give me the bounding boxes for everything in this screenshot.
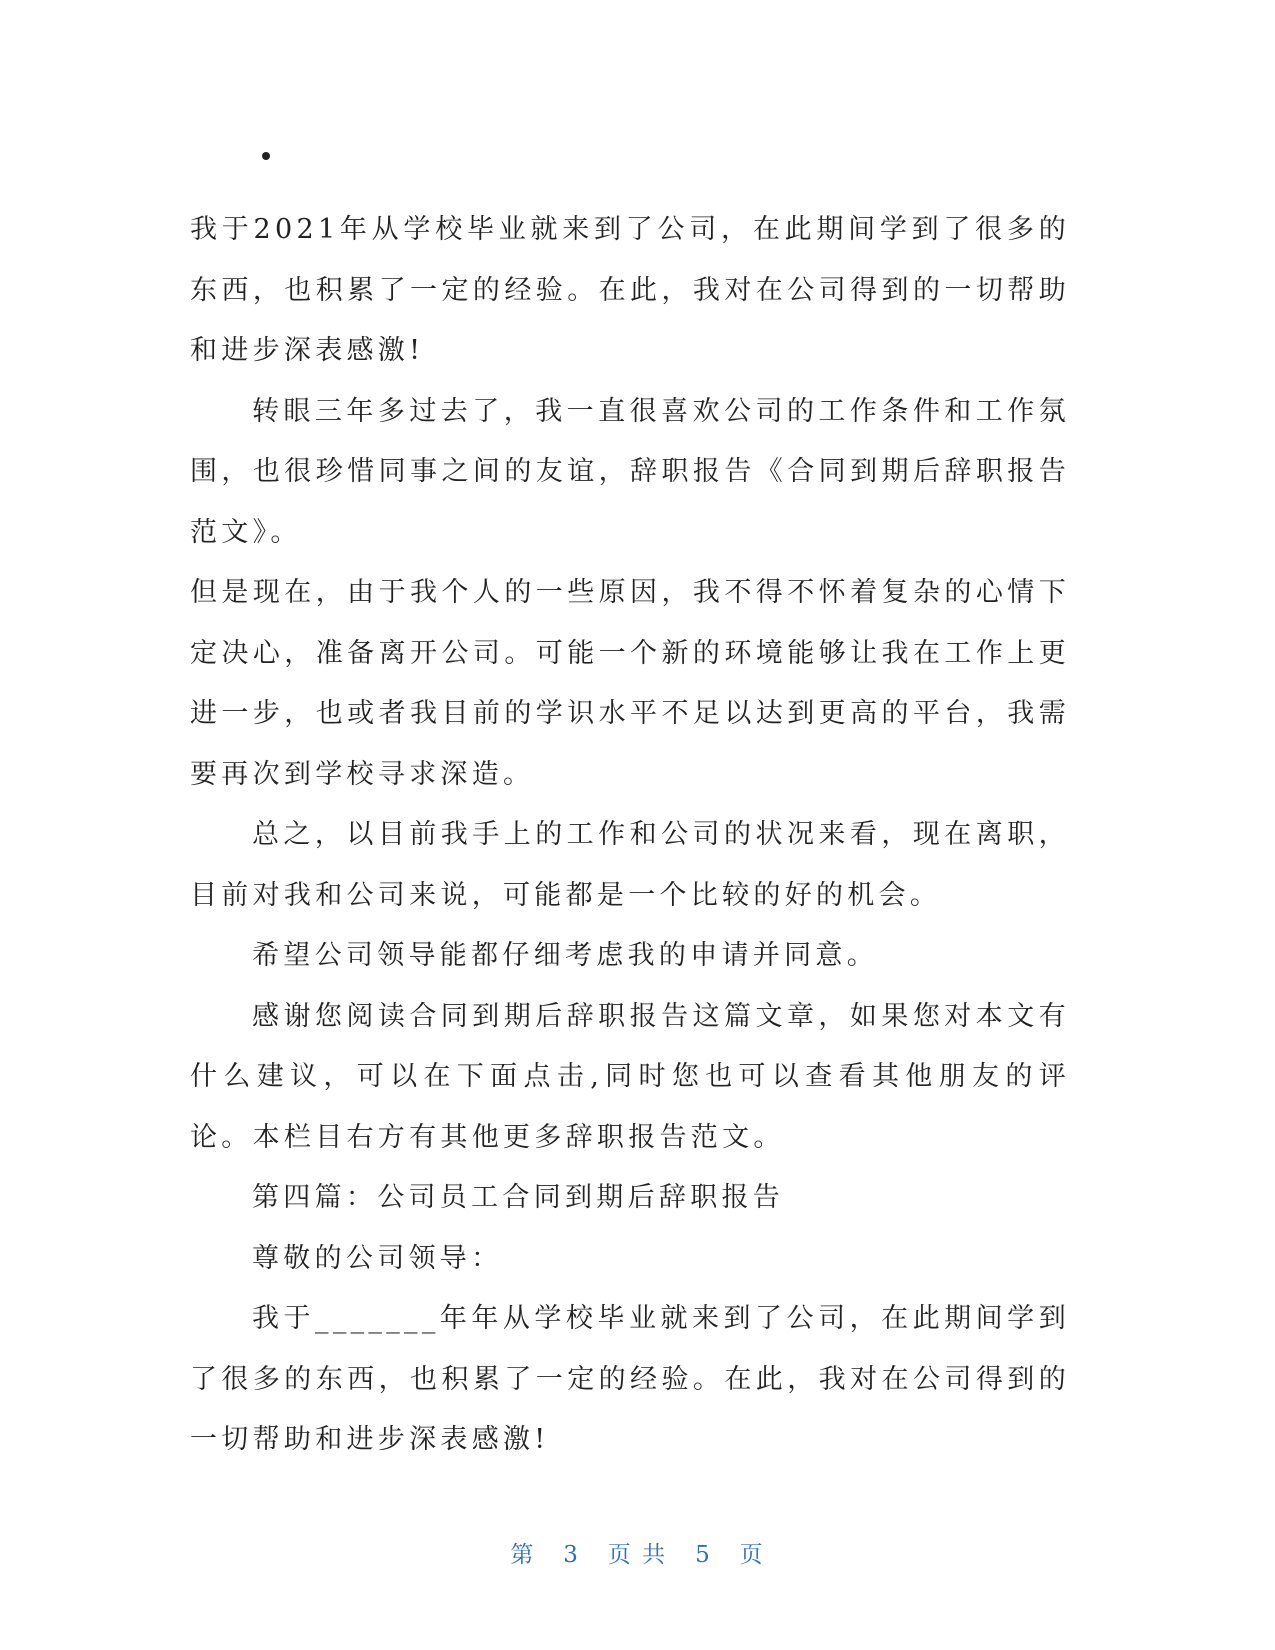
bullet-dot [262,152,270,160]
section-heading: 第四篇：公司员工合同到期后辞职报告 [252,1182,785,1213]
page-footer [0,1536,1275,1569]
paragraph-3: 但是现在，由于我个人的一些原因，我不得不怀着复杂的心情下定决心，准备离开公司。可能一个新的环境能够让我在工作上更进一步，也或者我目前的学识水平不足以达到更高的平台，我需要再次到学校寻求深造。 [190,577,1070,790]
paragraph-5: 希望公司领导能都仔细考虑我的申请并同意。 [252,940,878,971]
salutation: 尊敬的公司领导： [252,1242,503,1274]
document-body [190,200,1070,1471]
paragraph-6: 感谢您阅读合同到期后辞职报告这篇文章，如果您对本文有什么建议，可以在下面点击,同时您也可以查看其他朋友的评论。本栏目右方有其他更多辞职报告范文。 [190,1000,1070,1153]
paragraph-4: 总之，以目前我手上的工作和公司的状况来看，现在离职，目前对我和公司来说，可能都是一个比较的好的机会。 [190,819,1070,911]
paragraph-1: 我于2021年从学校毕业就来到了公司，在此期间学到了很多的东西，也积累了一定的经验。在此，我对在公司得到的一切帮助和进步深表感激! [190,214,1070,366]
footer-suffix: 页 [739,1542,765,1568]
footer-prefix: 第 [510,1542,536,1568]
footer-middle: 页 共 [607,1542,668,1568]
footer-total-pages: 5 [695,1542,712,1568]
footer-page-number: 3 [563,1542,580,1568]
paragraph-2: 转眼三年多过去了，我一直很喜欢公司的工作条件和工作氛围，也很珍惜同事之间的友谊，辞职报告《合同到期后辞职报告范文》。 [190,395,1070,548]
paragraph-7: 我于_______年年从学校毕业就来到了公司，在此期间学到了很多的东西，也积累了一定的经验。在此，我对在公司得到的一切帮助和进步深表感激! [190,1303,1070,1455]
